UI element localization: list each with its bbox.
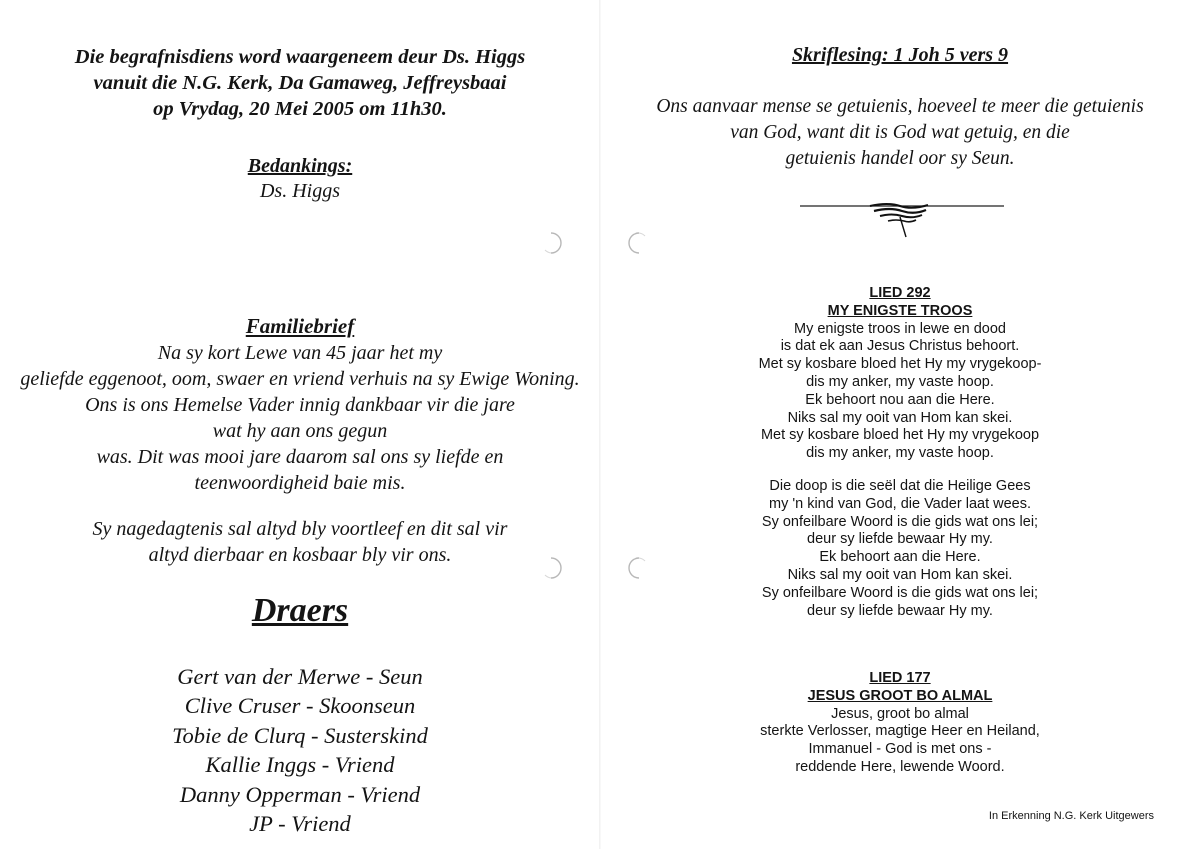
song-line: deur sy liefde bewaar Hy my. xyxy=(807,531,993,548)
song-line: Sy onfeilbare Woord is die gids wat ons lei; xyxy=(761,584,1039,601)
song-line: deur sy liefde bewaar Hy my. xyxy=(807,602,993,619)
song-177 xyxy=(600,670,1200,777)
intro-line: vanuit die N.G. Kerk, Da Gamaweg, Jeffreysbaai xyxy=(93,72,507,94)
scripture-heading: Skriflesing: 1 Joh 5 vers 9 xyxy=(791,44,1009,66)
song-292-verse-2 xyxy=(600,478,1200,620)
song-line: Sy onfeilbare Woord is die gids wat ons lei; xyxy=(761,513,1039,530)
family-line: Na sy kort Lewe van 45 jaar het my xyxy=(157,342,443,364)
bearers-heading: Draers xyxy=(251,592,349,629)
song-line: is dat ek aan Jesus Christus behoort. xyxy=(780,338,1020,355)
song-number: LIED 292 xyxy=(869,285,931,301)
punch-hole-icon xyxy=(626,555,652,581)
scripture-line: getuienis handel oor sy Seun. xyxy=(785,148,1015,169)
song-line: Niks sal my ooit van Hom kan skei. xyxy=(787,566,1013,583)
song-line: Ek behoort aan die Here. xyxy=(819,549,981,566)
scripture-line: Ons aanvaar mense se getuienis, hoeveel te meer die getuienis xyxy=(656,96,1144,117)
song-title: MY ENIGSTE TROOS xyxy=(827,302,973,319)
bearer-item: Kallie Inggs - Vriend xyxy=(205,752,395,778)
family-line: geliefde eggenoot, oom, swaer en vriend verhuis na sy Ewige Woning. xyxy=(20,368,580,390)
family-line: was. Dit was mooi jare daarom sal ons sy liefde en xyxy=(96,446,504,468)
song-line: Die doop is die seël dat die Heilige Gees xyxy=(769,478,1031,494)
wave-ornament-icon xyxy=(800,193,1004,243)
song-line: reddende Here, lewende Woord. xyxy=(795,758,1005,775)
punch-hole-icon xyxy=(626,230,652,256)
bearer-item: Gert van der Merwe - Seun xyxy=(177,664,423,689)
family-line: Ons is ons Hemelse Vader innig dankbaar vir die jare xyxy=(85,394,515,416)
song-line: Jesus, groot bo almal xyxy=(831,705,969,722)
family-letter-heading: Familiebrief xyxy=(245,314,355,338)
song-line: dis my anker, my vaste hoop. xyxy=(806,445,994,462)
family-line: altyd dierbaar en kosbaar bly vir ons. xyxy=(148,544,452,566)
family-line: wat hy aan ons gegun xyxy=(212,420,388,442)
punch-hole-icon xyxy=(538,230,564,256)
intro-line: op Vrydag, 20 Mei 2005 om 11h30. xyxy=(153,98,447,120)
song-line: sterkte Verlosser, magtige Heer en Heiland, xyxy=(760,723,1040,740)
family-line: Sy nagedagtenis sal altyd bly voortleef en dit sal vir xyxy=(92,518,508,540)
song-line: Niks sal my ooit van Hom kan skei. xyxy=(787,409,1013,426)
song-line: Met sy kosbare bloed het Hy my vrygekoop- xyxy=(758,356,1042,373)
bearer-item: Clive Cruser - Skoonseun xyxy=(184,693,416,719)
punch-hole-icon xyxy=(538,555,564,581)
bearer-item: JP - Vriend xyxy=(249,811,351,837)
song-line: Immanuel - God is met ons - xyxy=(808,741,992,758)
publisher-credit: In Erkenning N.G. Kerk Uitgewers xyxy=(988,810,1154,822)
family-line: teenwoordigheid baie mis. xyxy=(194,472,406,494)
thanks-heading: Bedankings: xyxy=(247,155,353,177)
song-292 xyxy=(600,285,1200,463)
thanks-text: Ds. Higgs xyxy=(259,180,340,202)
scripture-line: van God, want dit is God wat getuig, en die xyxy=(730,122,1070,143)
song-line: Met sy kosbare bloed het Hy my vrygekoop xyxy=(760,427,1040,444)
song-line: Ek behoort nou aan die Here. xyxy=(805,391,995,408)
scripture-text xyxy=(600,94,1200,172)
family-letter-body xyxy=(0,340,600,496)
intro-line: Die begrafnisdiens word waargeneem deur Ds. Higgs xyxy=(74,46,526,68)
bearer-item: Tobie de Clurq - Susterskind xyxy=(172,722,428,748)
family-letter-closing xyxy=(0,516,600,568)
song-line: my 'n kind van God, die Vader laat wees. xyxy=(768,495,1032,512)
bearers-list xyxy=(0,662,600,838)
right-page xyxy=(600,0,1200,849)
song-line: dis my anker, my vaste hoop. xyxy=(806,373,994,390)
bearer-item: Danny Opperman - Vriend xyxy=(179,781,421,807)
song-title: JESUS GROOT BO ALMAL xyxy=(807,687,993,704)
service-intro xyxy=(0,44,600,122)
song-line: My enigste troos in lewe en dood xyxy=(794,320,1006,337)
song-number: LIED 177 xyxy=(869,670,931,686)
